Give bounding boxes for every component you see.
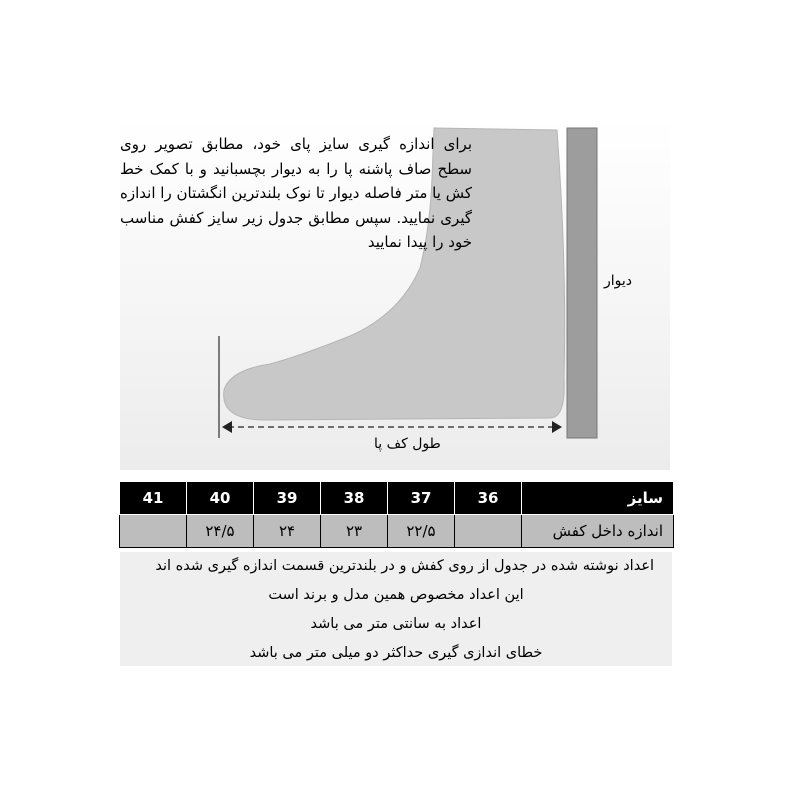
insole-cell — [455, 515, 522, 548]
insole-cell: ۲۲/۵ — [388, 515, 455, 548]
insole-cell: ۲۳ — [321, 515, 388, 548]
size-cell: 39 — [254, 482, 321, 515]
insole-row-label: اندازه داخل کفش — [522, 515, 674, 548]
size-table — [119, 481, 674, 548]
note-line: اعداد نوشته شده در جدول از روی کفش و در بلندترین قسمت اندازه گیری شده اند — [155, 558, 654, 574]
size-cell: 36 — [455, 482, 522, 515]
size-cell: 37 — [388, 482, 455, 515]
wall-label: دیوار — [604, 273, 633, 289]
size-cell: 41 — [120, 482, 187, 515]
notes-panel — [120, 552, 672, 666]
size-cell: 38 — [321, 482, 388, 515]
wall-shape — [567, 128, 597, 438]
note-line: خطای اندازی گیری حداکثر دو میلی متر می باشد — [249, 645, 543, 661]
insole-cell — [120, 515, 187, 548]
size-cell: 40 — [187, 482, 254, 515]
size-header-label: سایز — [522, 482, 674, 515]
insole-row — [120, 515, 674, 548]
foot-length-label: طول کف پا — [374, 436, 441, 452]
note-line: این اعداد مخصوص همین مدل و برند است — [268, 587, 524, 603]
measurement-instructions: برای اندازه گیری سایز پای خود، مطابق تصویر روی سطح صاف پاشنه پا را به دیوار بچسبانید و با کمک خط کش یا متر فاصله دیوار تا نوک بلندترین انگشتان را اندازه گیری نمایید. سپس مطابق جدول زیر سایز کفش مناسب خود را پیدا نمایید — [120, 135, 472, 252]
size-header-row — [120, 482, 674, 515]
insole-cell: ۲۴ — [254, 515, 321, 548]
note-line: اعداد به سانتی متر می باشد — [310, 616, 482, 632]
insole-cell: ۲۴/۵ — [187, 515, 254, 548]
